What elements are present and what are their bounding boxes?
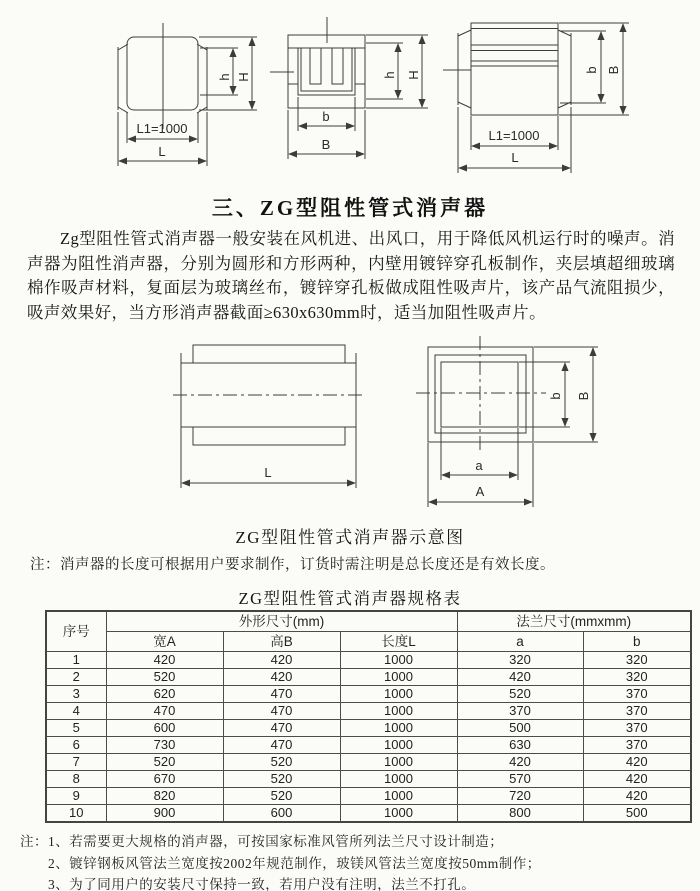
table-cell: 320 [583,669,691,686]
footnote-2: 2、镀锌钢板风管法兰宽度按2002年规范制作，玻镁风管法兰宽度按50mm制作； [48,855,541,871]
dim-label-L1: L1=1000 [136,121,188,136]
dim-label-B: B [606,65,621,75]
table-cell: 420 [106,652,223,669]
footnote-1: 注：1、若需要更大规格的消声器，可按国家标准风管所列法兰尺寸设计制造； [20,834,504,849]
table-row [46,703,691,720]
table-cell: 470 [223,686,340,703]
table-row [46,771,691,788]
table-cell: 1000 [340,771,457,788]
footnotes [20,831,680,891]
figure-round-muffler-side [95,13,260,173]
table-cell: 420 [223,669,340,686]
table-row [46,788,691,805]
section-heading: 三、ZG型阻性管式消声器 [211,196,489,220]
table-cell: 370 [583,737,691,754]
table-cell: 420 [583,771,691,788]
table-row [46,805,691,823]
dim-label-L: L [511,150,519,165]
table-cell: 670 [106,771,223,788]
description-paragraph: Zg型阻性管式消声器一般安装在风机进、出风口，用于降低风机运行时的噪声。消声器为阻性消声器，分别为圆形和方形两种，内壁用镀锌穿孔板制作，夹层填超细玻璃棉作吸声材料，复面层为玻璃丝布，镀锌穿孔板做成阻性吸声片，该产品气流阻损少，吸声效果好，当方形消声器截面≥630x630mm时，适当加阻性吸声片。 [27,229,675,322]
table-cell: 4 [46,703,106,720]
table-row [46,754,691,771]
dim-label-b: b [322,109,330,124]
table-cell: 420 [583,788,691,805]
table-cell: 10 [46,805,106,823]
header-flange-a: a [457,632,583,652]
figure-schematic-round-section [158,336,403,504]
table-cell: 600 [223,805,340,823]
table-row [46,686,691,703]
table-cell: 1000 [340,669,457,686]
table-cell: 520 [106,754,223,771]
table-cell: 500 [457,720,583,737]
table-cell: 620 [106,686,223,703]
table-cell: 1000 [340,805,457,823]
header-length-l: 长度L [340,632,457,652]
table-cell: 370 [583,720,691,737]
header-group-outline: 外形尺寸(mm) [106,611,457,632]
table-row [46,720,691,737]
table-cell: 1000 [340,703,457,720]
figure-note: 注：消声器的长度可根据用户要求制作，订货时需注明是总长度还是有效长度。 [30,557,555,573]
table-cell: 1 [46,652,106,669]
table-cell: 1000 [340,737,457,754]
table-cell: 520 [223,771,340,788]
table-cell: 720 [457,788,583,805]
table-row [46,737,691,754]
table-cell: 2 [46,669,106,686]
table-cell: 820 [106,788,223,805]
table-cell: 6 [46,737,106,754]
table-cell: 630 [457,737,583,754]
table-cell: 420 [583,754,691,771]
dim-label-A: A [475,484,485,499]
table-cell: 900 [106,805,223,823]
table-body [46,652,691,823]
figure-schematic-square-section [413,332,663,514]
figure-caption: ZG型阻性管式消声器示意图 [235,528,465,547]
table-cell: 8 [46,771,106,788]
table-cell: 5 [46,720,106,737]
table-cell: 520 [223,788,340,805]
dim-label-L1: L1=1000 [488,128,540,143]
table-cell: 730 [106,737,223,754]
table-cell: 1000 [340,686,457,703]
dim-label-h: h [217,73,232,81]
table-cell: 1000 [340,720,457,737]
dim-label-b: b [548,392,563,400]
table-header-row [46,611,691,632]
table-cell: 570 [457,771,583,788]
footnote-3: 3、为了同用户的安装尺寸保持一致，若用户没有注明，法兰不打孔。 [48,877,476,891]
table-cell: 1000 [340,652,457,669]
dim-label-B: B [321,137,331,152]
table-cell: 520 [223,754,340,771]
table-cell: 7 [46,754,106,771]
table-cell: 600 [106,720,223,737]
table-subheader-row [46,632,691,652]
dim-label-h: h [382,71,397,79]
table-cell: 470 [223,737,340,754]
spec-table [45,610,692,823]
header-height-b: 高B [223,632,340,652]
table-cell: 420 [223,652,340,669]
table-cell: 470 [106,703,223,720]
table-cell: 320 [583,652,691,669]
figure-square-muffler-side [443,8,655,180]
table-cell: 520 [106,669,223,686]
table-cell: 500 [583,805,691,823]
table-row [46,669,691,686]
table-cell: 1000 [340,754,457,771]
dim-label-H: H [236,72,251,82]
table-cell: 320 [457,652,583,669]
header-index: 序号 [46,611,106,652]
table-cell: 370 [583,703,691,720]
dim-label-b: b [584,66,599,74]
table-cell: 420 [457,669,583,686]
table-cell: 1000 [340,788,457,805]
table-cell: 470 [223,720,340,737]
dim-label-a: a [475,458,483,473]
dim-label-H: H [406,70,421,80]
table-cell: 800 [457,805,583,823]
header-group-flange: 法兰尺寸(mmxmm) [457,611,691,632]
figure-square-muffler-front [270,13,430,173]
table-row [46,652,691,669]
table-cell: 470 [223,703,340,720]
table-cell: 420 [457,754,583,771]
header-width-a: 宽A [106,632,223,652]
table-cell: 9 [46,788,106,805]
table-cell: 520 [457,686,583,703]
header-flange-b: b [583,632,691,652]
table-cell: 370 [457,703,583,720]
dim-label-B: B [576,391,591,401]
table-cell: 3 [46,686,106,703]
table-cell: 370 [583,686,691,703]
dim-label-L: L [264,465,272,480]
dim-label-L: L [158,144,166,159]
table-title: ZG型阻性管式消声器规格表 [238,589,462,608]
